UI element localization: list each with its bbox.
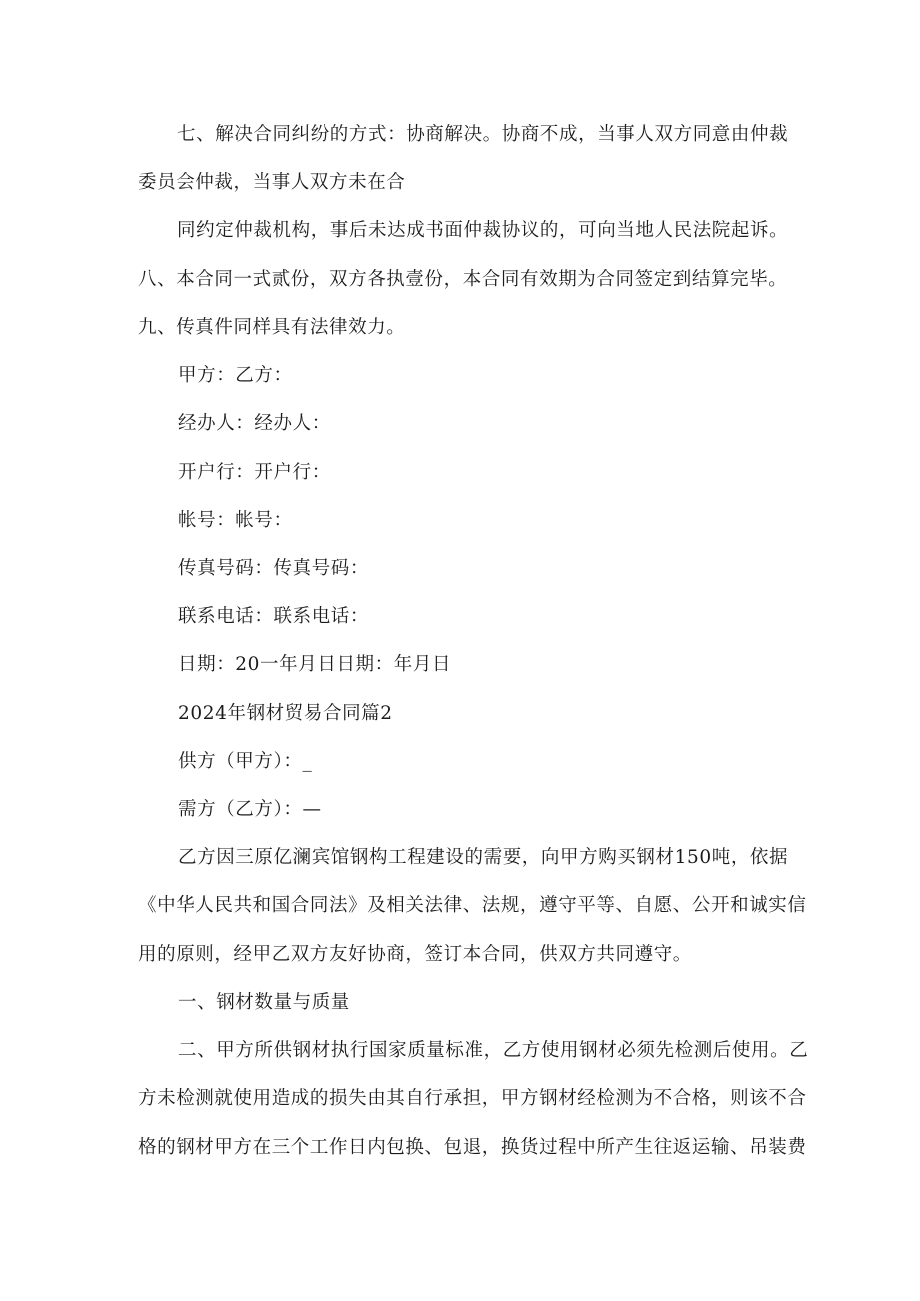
signature-phone-line: 联系电话：联系电话： (178, 606, 370, 627)
paragraph-line-3: 同约定仲裁机构，事后未达成书面仲裁协议的，可向当地人民法院起诉。 (177, 220, 789, 241)
paragraph-line-17: 《中华人民共和国合同法》及相关法律、法规，遵守平等、自愿、公开和诚实信 (138, 895, 807, 916)
signature-date-line: 日期：20一年月日日期：年月日 (178, 654, 452, 675)
paragraph-line-1: 七、解决合同纠纷的方式：协商解决。协商不成，当事人双方同意由仲裁 (177, 124, 789, 145)
paragraph-line-22: 格的钢材甲方在三个工作日内包换、包退，换货过程中所产生往返运输、吊装费 (138, 1137, 807, 1158)
signature-agent-line: 经办人：经办人： (178, 413, 331, 434)
paragraph-line-20: 二、甲方所供钢材执行国家质量标准，乙方使用钢材必须先检测后使用。乙 (178, 1040, 809, 1061)
paragraph-line-21: 方未检测就使用造成的损失由其自行承担，甲方钢材经检测为不合格，则该不合 (138, 1088, 807, 1109)
paragraph-line-5: 九、传真件同样具有法律效力。 (138, 317, 406, 338)
paragraph-line-4: 八、本合同一式贰份，双方各执壹份，本合同有效期为合同签定到结算完毕。 (138, 269, 788, 290)
signature-bank-line: 开户行：开户行： (178, 462, 331, 483)
paragraph-line-16: 乙方因三原亿澜宾馆钢构工程建设的需要，向甲方购买钢材150吨，依据 (178, 847, 789, 868)
supplier-line: 供方（甲方）：_ (178, 751, 313, 772)
clause-heading-1: 一、钢材数量与质量 (178, 992, 350, 1013)
buyer-line: 需方（乙方）：— (178, 799, 322, 820)
paragraph-line-2: 委员会仲裁，当事人双方未在合 (138, 172, 406, 193)
paragraph-line-18: 用的原则，经甲乙双方友好协商，签订本合同，供双方共同遵守。 (138, 944, 692, 965)
section-heading: 2024年钢材贸易合同篇2 (178, 703, 393, 724)
signature-account-line: 帐号：帐号： (178, 510, 293, 531)
signature-fax-line: 传真号码：传真号码： (178, 558, 370, 579)
signature-party-line: 甲方：乙方： (178, 365, 293, 386)
